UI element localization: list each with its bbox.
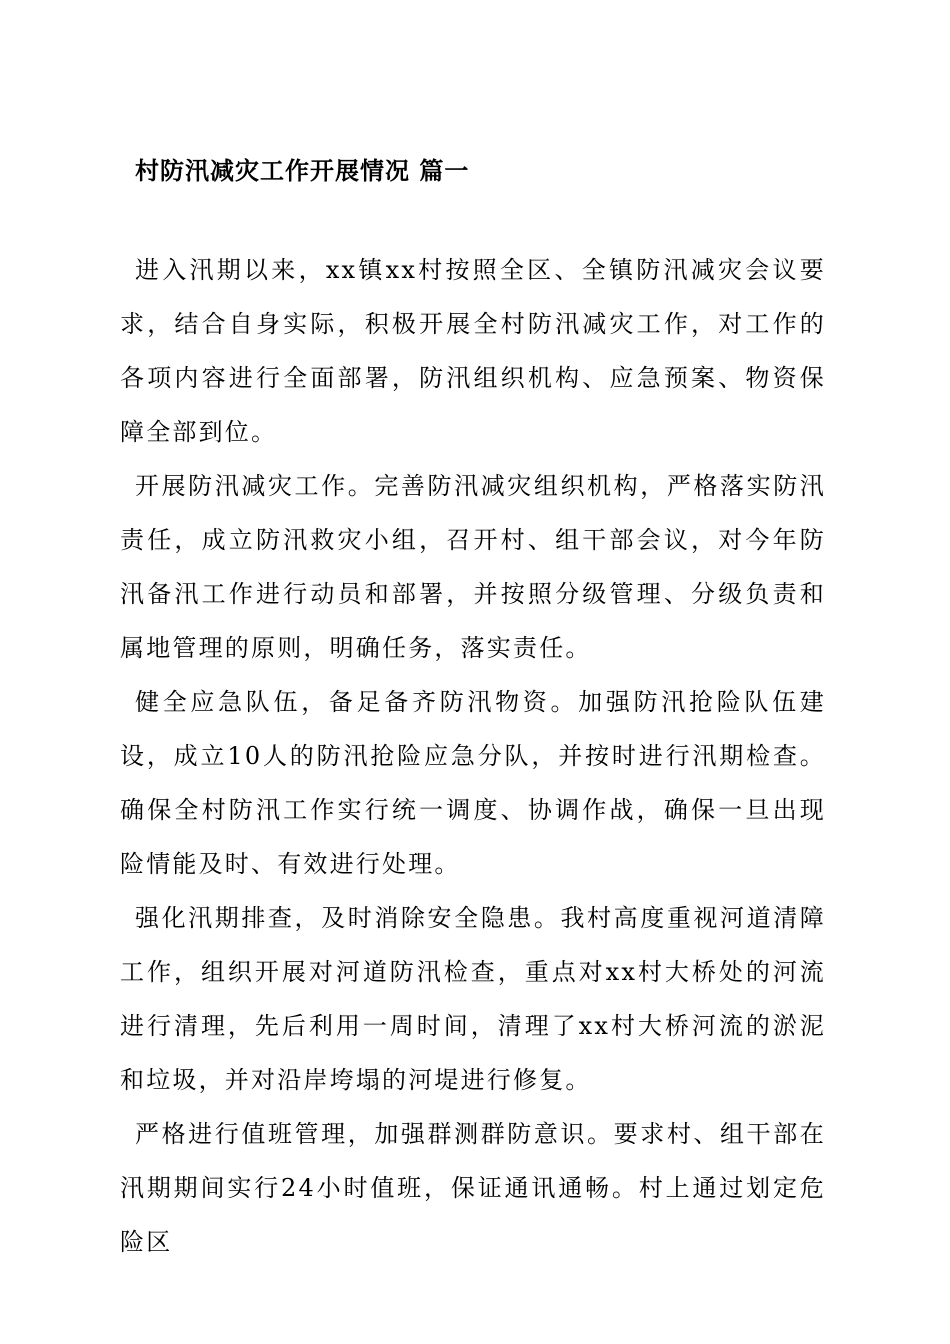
paragraph-intro: 进入汛期以来，xx镇xx村按照全区、全镇防汛减灾会议要求，结合自身实际，积极开展全村防汛减灾工作，对工作的各项内容进行全面部署，防汛组织机构、应急预案、物资保障全部到位。 xyxy=(120,256,826,446)
document-body xyxy=(120,243,826,1269)
paragraph-duty-management: 严格进行值班管理，加强群测群防意识。要求村、组干部在汛期期间实行24小时值班，保证通讯通畅。村上通过划定危险区 xyxy=(120,1120,826,1256)
paragraph-river-inspection: 强化汛期排查，及时消除安全隐患。我村高度重视河道清障工作，组织开展对河道防汛检查，重点对xx村大桥处的河流进行清理，先后利用一周时间，清理了xx村大桥河流的淤泥和垃圾，并对沿岸垮塌的河堤进行修复。 xyxy=(120,904,826,1094)
document-title: 村防汛减灾工作开展情况 篇一 xyxy=(135,157,470,185)
paragraph-organization: 开展防汛减灾工作。完善防汛减灾组织机构，严格落实防汛责任，成立防汛救灾小组，召开村、组干部会议，对今年防汛备汛工作进行动员和部署，并按照分级管理、分级负责和属地管理的原则，明确任务，落实责任。 xyxy=(120,472,826,662)
paragraph-emergency-team: 健全应急队伍，备足备齐防汛物资。加强防汛抢险队伍建设，成立10人的防汛抢险应急分队，并按时进行汛期检查。确保全村防汛工作实行统一调度、协调作战，确保一旦出现险情能及时、有效进行处理。 xyxy=(120,688,826,878)
